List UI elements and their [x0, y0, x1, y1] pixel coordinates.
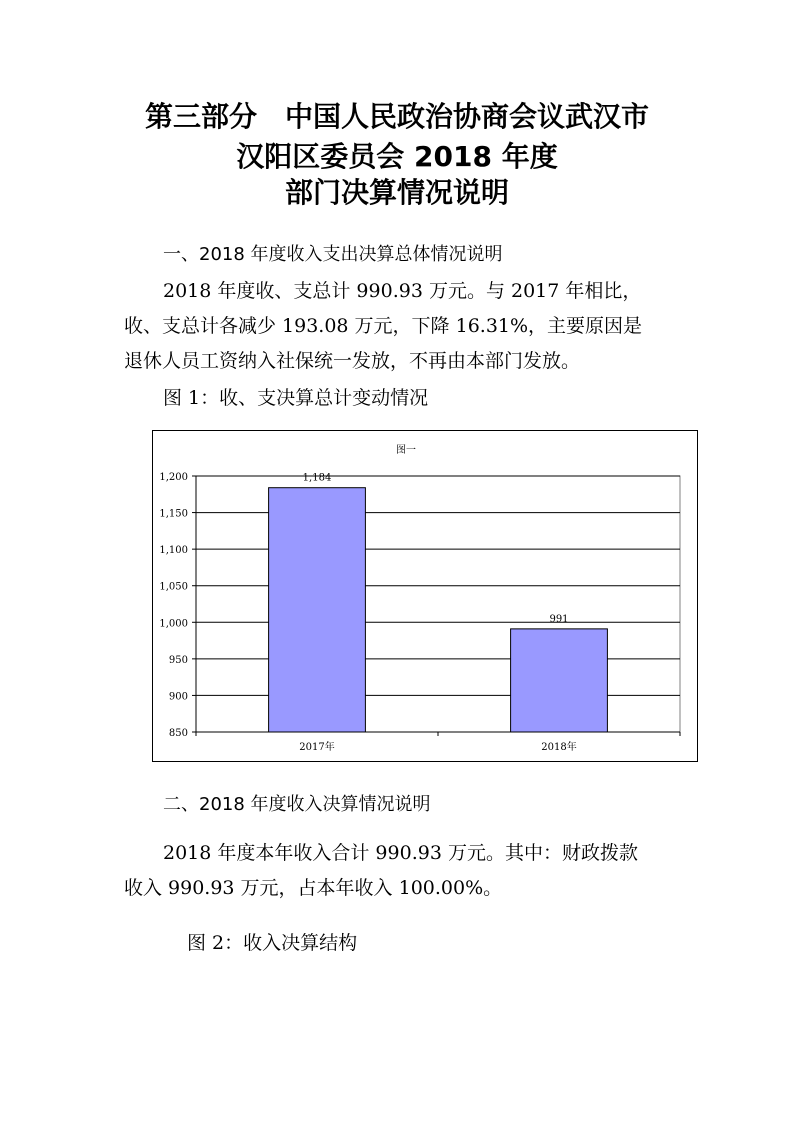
y-tick-label: 1,050 — [159, 581, 188, 593]
doc-title-line-2: 汉阳区委员会 2018 年度 — [236, 140, 558, 173]
doc-title-line-1: 第三部分 中国人民政治协商会议武汉市 — [144, 100, 649, 133]
y-tick-label: 1,000 — [159, 618, 188, 630]
section2-paragraph-line-2: 收入 990.93 万元，占本年收入 100.00%。 — [124, 877, 503, 899]
doc-title-line-3: 部门决算情况说明 — [284, 176, 509, 209]
y-tick-label: 850 — [168, 728, 188, 739]
section1-heading: 一、2018 年度收入支出决算总体情况说明 — [163, 244, 503, 265]
bar-chart — [153, 431, 697, 761]
bar-data-label: 991 — [549, 613, 569, 625]
y-tick-label: 1,100 — [159, 545, 188, 557]
x-tick-label: 2017年 — [299, 742, 335, 753]
y-tick-label: 1,200 — [159, 472, 188, 483]
bar-2 — [511, 629, 608, 732]
y-tick-label: 1,150 — [159, 508, 188, 520]
chart-title: 图一 — [396, 445, 416, 456]
section2-paragraph-line-1: 2018 年度本年收入合计 990.93 万元。其中：财政拨款 — [163, 842, 638, 864]
figure2-caption: 图 2：收入决算结构 — [187, 932, 358, 954]
section2-heading: 二、2018 年度收入决算情况说明 — [163, 794, 431, 815]
section1-paragraph-line-2: 收、支总计各减少 193.08 万元，下降 16.31%，主要原因是 — [124, 315, 643, 337]
x-tick-label: 2018年 — [541, 742, 577, 753]
bar-1 — [269, 488, 366, 732]
y-tick-label: 950 — [168, 654, 188, 666]
figure1-chart — [152, 430, 698, 762]
y-tick-label: 900 — [168, 691, 188, 703]
figure1-caption: 图 1：收、支决算总计变动情况 — [163, 387, 429, 409]
section1-paragraph-line-3: 退休人员工资纳入社保统一发放，不再由本部门发放。 — [124, 350, 581, 372]
section1-paragraph-line-1: 2018 年度收、支总计 990.93 万元。与 2017 年相比， — [163, 280, 642, 302]
bar-data-label: 1,184 — [302, 472, 332, 484]
